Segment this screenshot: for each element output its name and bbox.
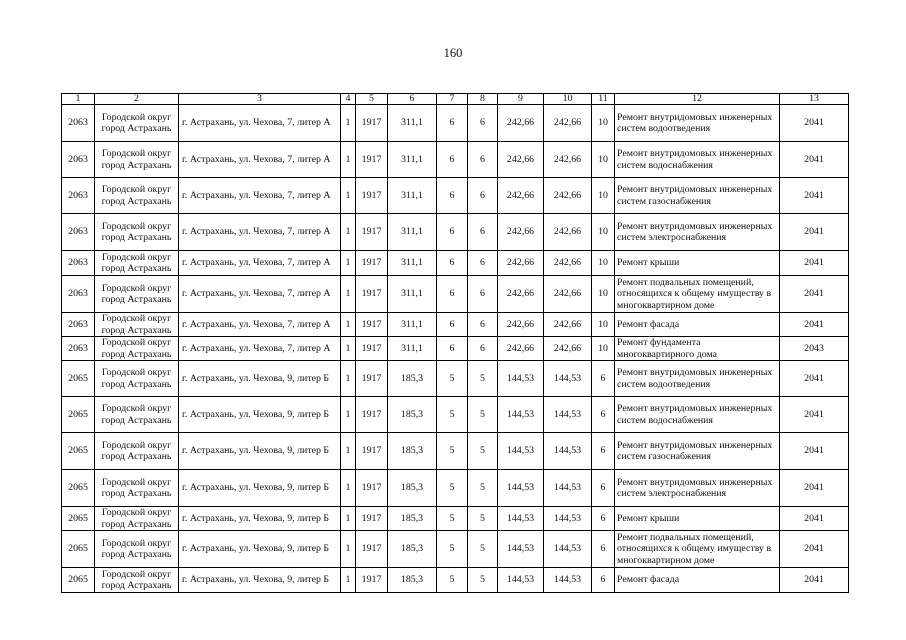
column-4-value-cell: 1	[341, 105, 356, 142]
record-number-cell: 2063	[62, 276, 95, 313]
column-9-value-cell: 242,66	[498, 105, 544, 142]
column-6-value-cell: 185,3	[388, 433, 437, 470]
municipality-cell: Городской округ город Астрахань	[95, 105, 179, 142]
column-13-value-cell: 2041	[780, 507, 849, 531]
municipality-cell: Городской округ город Астрахань	[95, 337, 179, 361]
table-row	[62, 105, 849, 142]
column-header-8: 8	[468, 94, 498, 105]
column-11-value-cell: 10	[592, 337, 615, 361]
column-8-value-cell: 5	[468, 433, 498, 470]
column-header-4: 4	[341, 94, 356, 105]
record-number-cell: 2063	[62, 313, 95, 337]
column-6-value-cell: 185,3	[388, 507, 437, 531]
column-9-value-cell: 144,53	[498, 361, 544, 397]
work-description-cell: Ремонт внутридомовых инженерных систем водоснабжения	[615, 142, 780, 178]
column-11-value-cell: 6	[592, 397, 615, 433]
column-6-value-cell: 311,1	[388, 337, 437, 361]
column-5-value-cell: 1917	[356, 531, 388, 568]
work-description-cell: Ремонт крыши	[615, 251, 780, 276]
column-4-value-cell: 1	[341, 507, 356, 531]
column-7-value-cell: 6	[437, 313, 468, 337]
column-9-value-cell: 144,53	[498, 397, 544, 433]
column-header-13: 13	[780, 94, 849, 105]
column-10-value-cell: 242,66	[544, 214, 592, 251]
column-7-value-cell: 6	[437, 251, 468, 276]
column-9-value-cell: 242,66	[498, 276, 544, 313]
work-description-cell: Ремонт крыши	[615, 507, 780, 531]
column-6-value-cell: 311,1	[388, 178, 437, 214]
work-description-cell: Ремонт внутридомовых инженерных систем водоснабжения	[615, 397, 780, 433]
column-10-value-cell: 242,66	[544, 105, 592, 142]
column-10-value-cell: 144,53	[544, 433, 592, 470]
column-4-value-cell: 1	[341, 178, 356, 214]
column-5-value-cell: 1917	[356, 214, 388, 251]
address-cell: г. Астрахань, ул. Чехова, 7, литер А	[179, 178, 341, 214]
column-6-value-cell: 185,3	[388, 568, 437, 593]
record-number-cell: 2065	[62, 433, 95, 470]
column-5-value-cell: 1917	[356, 361, 388, 397]
column-6-value-cell: 185,3	[388, 470, 437, 507]
table-row	[62, 313, 849, 337]
column-10-value-cell: 242,66	[544, 178, 592, 214]
work-description-cell: Ремонт фасада	[615, 568, 780, 593]
column-13-value-cell: 2041	[780, 470, 849, 507]
column-10-value-cell: 144,53	[544, 507, 592, 531]
table-row	[62, 276, 849, 313]
column-9-value-cell: 144,53	[498, 433, 544, 470]
address-cell: г. Астрахань, ул. Чехова, 9, литер Б	[179, 507, 341, 531]
record-number-cell: 2063	[62, 251, 95, 276]
municipality-cell: Городской округ город Астрахань	[95, 507, 179, 531]
column-4-value-cell: 1	[341, 568, 356, 593]
column-11-value-cell: 10	[592, 276, 615, 313]
column-10-value-cell: 144,53	[544, 397, 592, 433]
table-row	[62, 531, 849, 568]
column-header-3: 3	[179, 94, 341, 105]
column-5-value-cell: 1917	[356, 105, 388, 142]
work-description-cell: Ремонт подвальных помещений, относящихся к общему имуществу в многоквартирном доме	[615, 531, 780, 568]
column-11-value-cell: 6	[592, 507, 615, 531]
table-row	[62, 178, 849, 214]
column-5-value-cell: 1917	[356, 433, 388, 470]
municipality-cell: Городской округ город Астрахань	[95, 214, 179, 251]
column-7-value-cell: 5	[437, 470, 468, 507]
column-9-value-cell: 242,66	[498, 337, 544, 361]
column-5-value-cell: 1917	[356, 178, 388, 214]
column-7-value-cell: 5	[437, 397, 468, 433]
work-description-cell: Ремонт внутридомовых инженерных систем водоотведения	[615, 361, 780, 397]
column-4-value-cell: 1	[341, 361, 356, 397]
column-4-value-cell: 1	[341, 470, 356, 507]
record-number-cell: 2065	[62, 470, 95, 507]
column-8-value-cell: 6	[468, 214, 498, 251]
column-8-value-cell: 6	[468, 276, 498, 313]
address-cell: г. Астрахань, ул. Чехова, 9, литер Б	[179, 470, 341, 507]
table-row	[62, 470, 849, 507]
column-10-value-cell: 144,53	[544, 568, 592, 593]
column-13-value-cell: 2041	[780, 276, 849, 313]
record-number-cell: 2063	[62, 178, 95, 214]
municipality-cell: Городской округ город Астрахань	[95, 276, 179, 313]
work-description-cell: Ремонт фасада	[615, 313, 780, 337]
column-10-value-cell: 144,53	[544, 531, 592, 568]
column-6-value-cell: 311,1	[388, 142, 437, 178]
municipality-cell: Городской округ город Астрахань	[95, 361, 179, 397]
column-11-value-cell: 6	[592, 433, 615, 470]
municipality-cell: Городской округ город Астрахань	[95, 531, 179, 568]
column-8-value-cell: 5	[468, 361, 498, 397]
column-10-value-cell: 242,66	[544, 276, 592, 313]
column-5-value-cell: 1917	[356, 568, 388, 593]
column-5-value-cell: 1917	[356, 507, 388, 531]
record-number-cell: 2063	[62, 214, 95, 251]
column-13-value-cell: 2041	[780, 105, 849, 142]
column-9-value-cell: 242,66	[498, 251, 544, 276]
column-11-value-cell: 10	[592, 251, 615, 276]
column-5-value-cell: 1917	[356, 142, 388, 178]
table-row	[62, 214, 849, 251]
column-5-value-cell: 1917	[356, 251, 388, 276]
column-13-value-cell: 2041	[780, 568, 849, 593]
column-5-value-cell: 1917	[356, 276, 388, 313]
record-number-cell: 2065	[62, 507, 95, 531]
column-6-value-cell: 311,1	[388, 313, 437, 337]
column-11-value-cell: 6	[592, 470, 615, 507]
column-11-value-cell: 10	[592, 178, 615, 214]
column-6-value-cell: 311,1	[388, 214, 437, 251]
table-row	[62, 337, 849, 361]
column-13-value-cell: 2043	[780, 337, 849, 361]
work-description-cell: Ремонт внутридомовых инженерных систем водоотведения	[615, 105, 780, 142]
column-4-value-cell: 1	[341, 313, 356, 337]
column-11-value-cell: 10	[592, 214, 615, 251]
column-9-value-cell: 242,66	[498, 178, 544, 214]
column-5-value-cell: 1917	[356, 397, 388, 433]
column-9-value-cell: 242,66	[498, 313, 544, 337]
column-11-value-cell: 10	[592, 142, 615, 178]
column-4-value-cell: 1	[341, 337, 356, 361]
column-10-value-cell: 144,53	[544, 361, 592, 397]
column-9-value-cell: 242,66	[498, 142, 544, 178]
record-number-cell: 2065	[62, 361, 95, 397]
municipality-cell: Городской округ город Астрахань	[95, 397, 179, 433]
column-header-2: 2	[95, 94, 179, 105]
register-table	[61, 93, 849, 593]
column-7-value-cell: 5	[437, 433, 468, 470]
address-cell: г. Астрахань, ул. Чехова, 7, литер А	[179, 142, 341, 178]
municipality-cell: Городской округ город Астрахань	[95, 568, 179, 593]
column-10-value-cell: 242,66	[544, 142, 592, 178]
column-8-value-cell: 6	[468, 337, 498, 361]
column-7-value-cell: 6	[437, 178, 468, 214]
column-8-value-cell: 6	[468, 251, 498, 276]
column-4-value-cell: 1	[341, 214, 356, 251]
record-number-cell: 2065	[62, 397, 95, 433]
column-6-value-cell: 311,1	[388, 251, 437, 276]
table-row	[62, 361, 849, 397]
column-9-value-cell: 242,66	[498, 214, 544, 251]
column-header-5: 5	[356, 94, 388, 105]
column-7-value-cell: 6	[437, 276, 468, 313]
column-8-value-cell: 5	[468, 507, 498, 531]
column-11-value-cell: 10	[592, 313, 615, 337]
column-header-11: 11	[592, 94, 615, 105]
column-8-value-cell: 5	[468, 531, 498, 568]
column-13-value-cell: 2041	[780, 178, 849, 214]
column-10-value-cell: 242,66	[544, 251, 592, 276]
column-8-value-cell: 6	[468, 178, 498, 214]
table-row	[62, 507, 849, 531]
column-6-value-cell: 185,3	[388, 361, 437, 397]
column-header-1: 1	[62, 94, 95, 105]
column-9-value-cell: 144,53	[498, 568, 544, 593]
address-cell: г. Астрахань, ул. Чехова, 9, литер Б	[179, 397, 341, 433]
address-cell: г. Астрахань, ул. Чехова, 7, литер А	[179, 214, 341, 251]
table-row	[62, 433, 849, 470]
municipality-cell: Городской округ город Астрахань	[95, 178, 179, 214]
column-6-value-cell: 185,3	[388, 531, 437, 568]
table-row	[62, 568, 849, 593]
column-7-value-cell: 5	[437, 507, 468, 531]
column-7-value-cell: 5	[437, 531, 468, 568]
column-header-7: 7	[437, 94, 468, 105]
record-number-cell: 2063	[62, 337, 95, 361]
municipality-cell: Городской округ город Астрахань	[95, 433, 179, 470]
column-7-value-cell: 5	[437, 568, 468, 593]
column-4-value-cell: 1	[341, 531, 356, 568]
column-5-value-cell: 1917	[356, 337, 388, 361]
address-cell: г. Астрахань, ул. Чехова, 7, литер А	[179, 251, 341, 276]
column-10-value-cell: 144,53	[544, 470, 592, 507]
column-13-value-cell: 2041	[780, 214, 849, 251]
address-cell: г. Астрахань, ул. Чехова, 9, литер Б	[179, 361, 341, 397]
address-cell: г. Астрахань, ул. Чехова, 9, литер Б	[179, 433, 341, 470]
column-6-value-cell: 185,3	[388, 397, 437, 433]
table-row	[62, 397, 849, 433]
column-13-value-cell: 2041	[780, 142, 849, 178]
column-11-value-cell: 6	[592, 361, 615, 397]
column-header-6: 6	[388, 94, 437, 105]
table-body	[62, 105, 849, 593]
column-13-value-cell: 2041	[780, 251, 849, 276]
column-13-value-cell: 2041	[780, 313, 849, 337]
column-7-value-cell: 6	[437, 214, 468, 251]
column-number-header-row	[62, 94, 849, 105]
column-4-value-cell: 1	[341, 433, 356, 470]
work-description-cell: Ремонт внутридомовых инженерных систем электроснабжения	[615, 214, 780, 251]
table-row	[62, 251, 849, 276]
work-description-cell: Ремонт внутридомовых инженерных систем газоснабжения	[615, 178, 780, 214]
column-11-value-cell: 10	[592, 105, 615, 142]
page-number: 160	[443, 46, 463, 60]
column-7-value-cell: 5	[437, 361, 468, 397]
municipality-cell: Городской округ город Астрахань	[95, 313, 179, 337]
column-8-value-cell: 6	[468, 142, 498, 178]
column-13-value-cell: 2041	[780, 531, 849, 568]
column-5-value-cell: 1917	[356, 470, 388, 507]
column-9-value-cell: 144,53	[498, 531, 544, 568]
column-11-value-cell: 6	[592, 568, 615, 593]
column-13-value-cell: 2041	[780, 361, 849, 397]
municipality-cell: Городской округ город Астрахань	[95, 470, 179, 507]
address-cell: г. Астрахань, ул. Чехова, 7, литер А	[179, 105, 341, 142]
column-8-value-cell: 5	[468, 470, 498, 507]
column-8-value-cell: 6	[468, 313, 498, 337]
record-number-cell: 2065	[62, 568, 95, 593]
record-number-cell: 2063	[62, 105, 95, 142]
column-10-value-cell: 242,66	[544, 313, 592, 337]
column-8-value-cell: 5	[468, 397, 498, 433]
address-cell: г. Астрахань, ул. Чехова, 7, литер А	[179, 337, 341, 361]
column-13-value-cell: 2041	[780, 433, 849, 470]
column-9-value-cell: 144,53	[498, 507, 544, 531]
column-4-value-cell: 1	[341, 142, 356, 178]
record-number-cell: 2063	[62, 142, 95, 178]
address-cell: г. Астрахань, ул. Чехова, 9, литер Б	[179, 531, 341, 568]
column-header-10: 10	[544, 94, 592, 105]
column-5-value-cell: 1917	[356, 313, 388, 337]
work-description-cell: Ремонт фундамента многоквартирного дома	[615, 337, 780, 361]
column-11-value-cell: 6	[592, 531, 615, 568]
column-4-value-cell: 1	[341, 397, 356, 433]
column-6-value-cell: 311,1	[388, 105, 437, 142]
record-number-cell: 2065	[62, 531, 95, 568]
column-header-12: 12	[615, 94, 780, 105]
column-13-value-cell: 2041	[780, 397, 849, 433]
column-8-value-cell: 5	[468, 568, 498, 593]
column-8-value-cell: 6	[468, 105, 498, 142]
municipality-cell: Городской округ город Астрахань	[95, 142, 179, 178]
column-9-value-cell: 144,53	[498, 470, 544, 507]
work-description-cell: Ремонт внутридомовых инженерных систем газоснабжения	[615, 433, 780, 470]
column-7-value-cell: 6	[437, 105, 468, 142]
column-4-value-cell: 1	[341, 276, 356, 313]
column-6-value-cell: 311,1	[388, 276, 437, 313]
work-description-cell: Ремонт внутридомовых инженерных систем электроснабжения	[615, 470, 780, 507]
address-cell: г. Астрахань, ул. Чехова, 7, литер А	[179, 276, 341, 313]
column-7-value-cell: 6	[437, 142, 468, 178]
table-row	[62, 142, 849, 178]
column-10-value-cell: 242,66	[544, 337, 592, 361]
address-cell: г. Астрахань, ул. Чехова, 7, литер А	[179, 313, 341, 337]
municipality-cell: Городской округ город Астрахань	[95, 251, 179, 276]
work-description-cell: Ремонт подвальных помещений, относящихся к общему имуществу в многоквартирном доме	[615, 276, 780, 313]
column-4-value-cell: 1	[341, 251, 356, 276]
column-header-9: 9	[498, 94, 544, 105]
address-cell: г. Астрахань, ул. Чехова, 9, литер Б	[179, 568, 341, 593]
column-7-value-cell: 6	[437, 337, 468, 361]
